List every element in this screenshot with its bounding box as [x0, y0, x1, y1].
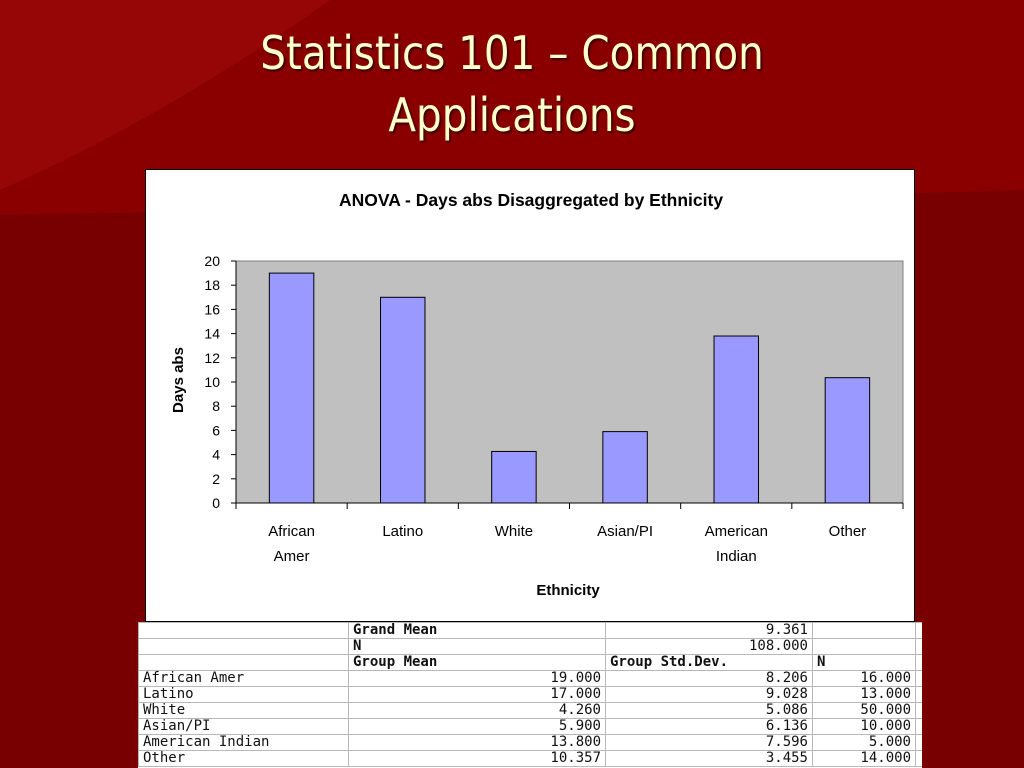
y-tick-label: 16	[204, 301, 220, 318]
table-cell: 9.028	[606, 687, 813, 703]
x-axis-label: Ethnicity	[536, 582, 600, 599]
table-row	[139, 671, 923, 687]
table-cell: 108.000	[606, 639, 813, 655]
anova-stats-table	[138, 622, 922, 768]
slide-title-line2: Applications	[388, 88, 636, 142]
table-cell: 5.086	[606, 703, 813, 719]
table-cell	[813, 623, 916, 639]
table-cell: 7.596	[606, 735, 813, 751]
x-tick-label: Other	[828, 523, 867, 540]
table-cell: 14.000	[813, 751, 916, 767]
table-cell-empty	[916, 671, 923, 687]
y-tick-label: 20	[204, 253, 220, 269]
table-row	[139, 655, 923, 671]
y-tick-label: 12	[204, 349, 220, 366]
y-tick-label: 8	[212, 398, 220, 415]
table-cell	[139, 655, 349, 671]
table-cell-empty	[916, 703, 923, 719]
bar-0	[269, 273, 313, 503]
table-cell: Group Mean	[349, 655, 606, 671]
slide-title	[61, 22, 962, 146]
bar-5	[825, 378, 869, 503]
table-cell: 4.260	[349, 703, 606, 719]
table-row	[139, 735, 923, 751]
table-cell: 17.000	[349, 687, 606, 703]
table-cell-empty	[916, 735, 923, 751]
table-row	[139, 703, 923, 719]
table-cell: American Indian	[139, 735, 349, 751]
table-cell: 6.136	[606, 719, 813, 735]
table-row	[139, 751, 923, 767]
table-cell: Other	[139, 751, 349, 767]
table-cell: 13.800	[349, 735, 606, 751]
slide-title-line1: Statistics 101 – Common	[260, 26, 764, 80]
y-tick-label: 4	[212, 446, 220, 463]
table-cell-empty	[916, 751, 923, 767]
table-row	[139, 623, 923, 639]
bar-1	[381, 297, 425, 503]
x-tick-label: Latino	[382, 523, 424, 540]
table-cell-empty	[916, 639, 923, 655]
table-cell	[139, 623, 349, 639]
y-tick-label: 18	[204, 277, 220, 294]
bar-3	[603, 432, 647, 503]
chart-panel	[145, 169, 915, 622]
bar-chart	[146, 170, 914, 621]
table-cell: 8.206	[606, 671, 813, 687]
table-cell: White	[139, 703, 349, 719]
table-row	[139, 719, 923, 735]
table-cell: N	[349, 639, 606, 655]
y-tick-label: 6	[212, 422, 220, 439]
table-cell	[813, 639, 916, 655]
table-cell: 3.455	[606, 751, 813, 767]
table-cell: African Amer	[139, 671, 349, 687]
table-cell: 19.000	[349, 671, 606, 687]
table-cell: 16.000	[813, 671, 916, 687]
table-cell-empty	[916, 719, 923, 735]
table-row	[139, 639, 923, 655]
table-cell: N	[813, 655, 916, 671]
x-tick-label: American Indian	[704, 523, 768, 565]
bar-4	[714, 336, 758, 503]
table-cell: 50.000	[813, 703, 916, 719]
y-tick-label: 2	[212, 470, 220, 487]
table-cell: Latino	[139, 687, 349, 703]
table-cell: Asian/PI	[139, 719, 349, 735]
table-cell: 5.900	[349, 719, 606, 735]
table-cell: 5.000	[813, 735, 916, 751]
y-tick-label: 0	[212, 495, 220, 511]
table-cell	[139, 639, 349, 655]
y-axis-label: Days abs	[170, 347, 187, 413]
y-tick-label: 10	[204, 374, 220, 390]
bar-2	[492, 451, 536, 503]
table-cell: 13.000	[813, 687, 916, 703]
table-row	[139, 687, 923, 703]
table-cell: Group Std.Dev.	[606, 655, 813, 671]
table-cell: 10.357	[349, 751, 606, 767]
table-cell: Grand Mean	[349, 623, 606, 639]
chart-title: ANOVA - Days abs Disaggregated by Ethnicity	[338, 190, 724, 210]
x-tick-label: White	[494, 523, 534, 540]
table-cell-empty	[916, 687, 923, 703]
table-cell-empty	[916, 623, 923, 639]
x-tick-label: African Amer	[268, 523, 315, 565]
table-cell: 9.361	[606, 623, 813, 639]
y-tick-label: 14	[204, 325, 220, 342]
table-cell: 10.000	[813, 719, 916, 735]
x-tick-label: Asian/PI	[597, 523, 654, 540]
plot-area	[236, 261, 903, 503]
table-cell-empty	[916, 655, 923, 671]
